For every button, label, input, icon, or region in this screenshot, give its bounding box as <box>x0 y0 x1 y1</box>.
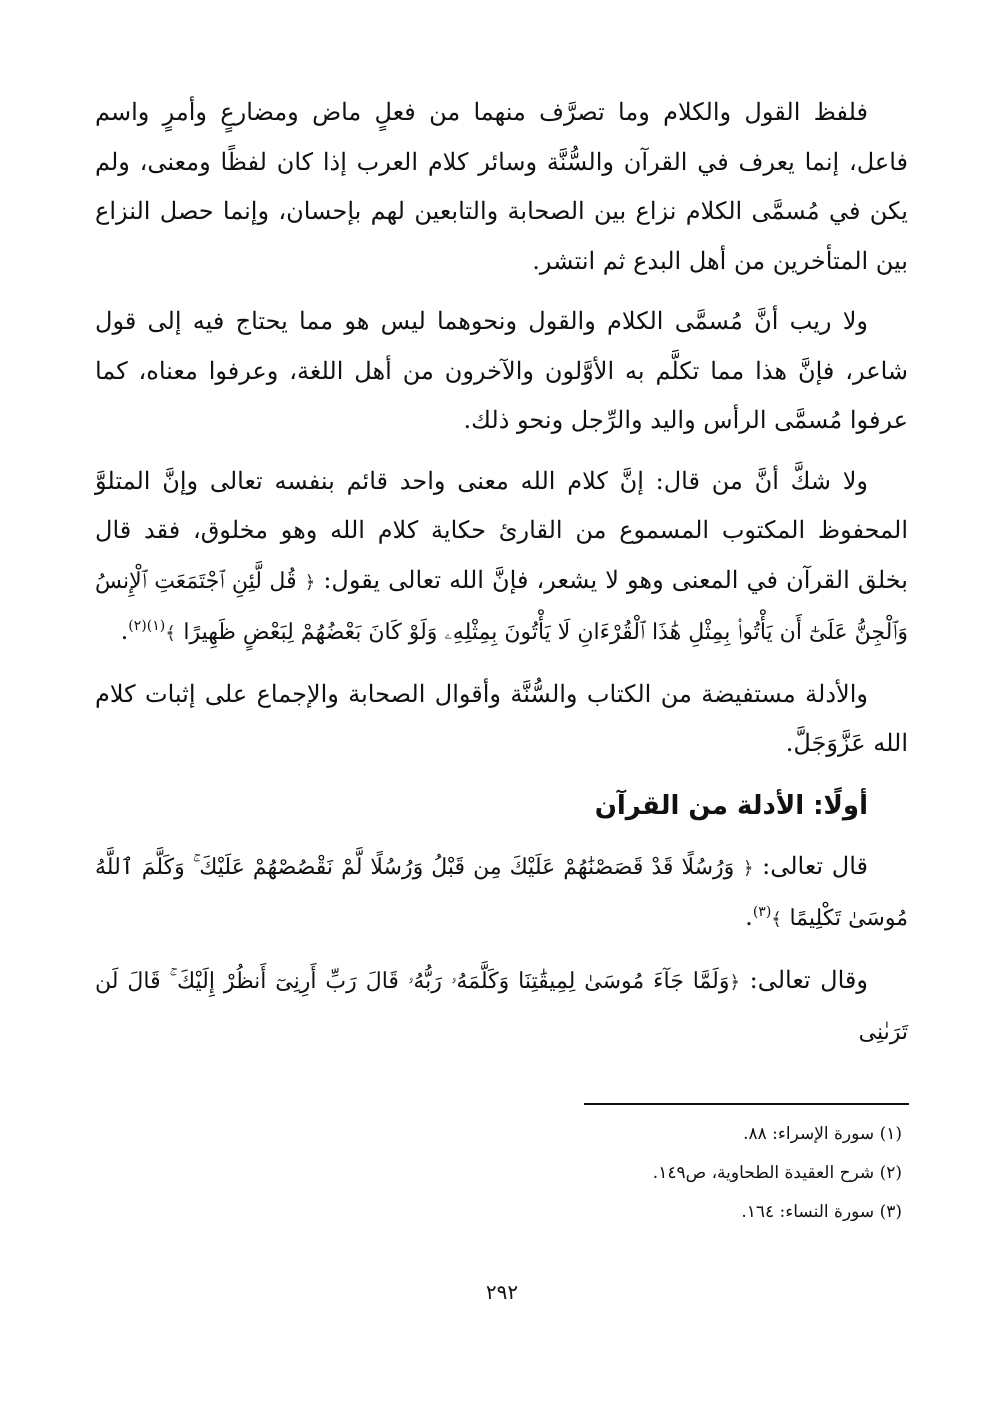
footnote-ref-3: (٣) <box>752 904 772 920</box>
footnote-2: (٢) شرح العقيدة الطحاوية، ص١٤٩. <box>652 1163 902 1183</box>
verse-close-bracket: ﴾ <box>771 909 782 930</box>
paragraph-5-intro: قال تعالى: <box>762 851 868 880</box>
paragraph-6 <box>95 956 908 1058</box>
quran-verse-araf: وَلَمَّا جَآءَ مُوسَىٰ لِمِيقَٰتِنَا وَكَلَّمَهُۥ رَبُّهُۥ قَالَ رَبِّ أَرِنِىٓ أَنظُرْ إِلَيْكَ ۚ قَالَ لَن تَرَىٰنِى <box>95 968 908 1045</box>
paragraph-1-text: فلفظ القول والكلام وما تصرَّف منهما من فعلٍ ماض ومضارعٍ وأمرٍ واسم فاعل، إنما يعرف في القرآن والسُّنَّة وسائر كلام العرب إذا كان لفظًا ومعنى، ولم يكن في مُسمَّى الكلام نزاع بين الصحابة والتابعين لهم بإحسان، وإنما حصل النزاع بين المتأخرين من أهل البدع ثم انتشر. <box>95 98 908 275</box>
verse-open-bracket: ﴿ <box>304 571 316 593</box>
paragraph-3-text: ولا شكَّ أنَّ من قال: إنَّ كلام الله معنى واحد قائم بنفسه تعالى وإنَّ المتلوَّ المحفوظ المكتوب المسموع من القارئ حكاية كلام الله وهو مخلوق، فقد قال بخلق القرآن في المعنى وهو لا يشعر، فإنَّ الله تعالى يقول: <box>95 466 908 594</box>
quran-verse-isra: قُل لَّئِنِ ٱجْتَمَعَتِ ٱلْإِنسُ وَٱلْجِنُّ عَلَىٰٓ أَن يَأْتُوا۟ بِمِثْلِ هَٰذَا ٱلْقُرْءَانِ لَا يَأْتُونَ بِمِثْلِهِۦ وَلَوْ كَانَ بَعْضُهُمْ لِبَعْضٍ ظَهِيرًا <box>95 568 908 645</box>
paragraph-4: والأدلة مستفيضة من الكتاب والسُّنَّة وأقوال الصحابة والإجماع على إثبات كلام الله عَزَّوَجَلَّ. <box>95 679 908 757</box>
footnote-ref-1-2: (١)(٢) <box>128 618 166 634</box>
paragraph-2-text: ولا ريب أنَّ مُسمَّى الكلام والقول ونحوهما ليس هو مما يحتاج فيه إلى قول شاعر، فإنَّ هذا مما تكلَّم به الأوَّلون والآخرون من أهل اللغة، وعرفوا معناه، كما عرفوا مُسمَّى الرأس واليد والرِّجل ونحو ذلك. <box>95 307 908 434</box>
footnote-divider <box>584 1103 909 1105</box>
paragraph-3: ولا شكَّ أنَّ من قال: إنَّ كلام الله معنى واحد قائم بنفسه تعالى وإنَّ المتلوَّ المحفوظ المكتوب المسموع من القارئ حكاية كلام الله وهو مخلوق، فقد قال بخلق القرآن في المعنى وهو لا يشعر، فإنَّ الله تعالى يقول: ﴿ قُل لَّئِنِ ٱجْتَمَعَتِ ٱلْإِنسُ وَٱلْجِنُّ عَلَىٰٓ أَن يَأْتُوا۟ بِمِثْلِ هَٰذَا ٱلْقُرْءَانِ لَا يَأْتُونَ بِمِثْلِهِۦ وَلَوْ كَانَ بَعْضُهُمْ لِبَعْضٍ ظَهِيرًا ﴾$^{(١)(٢)}$. <box>95 466 908 645</box>
honorific: عَزَّوَجَلَّ <box>793 729 866 757</box>
footnote-1: (١) سورة الإسراء: ٨٨. <box>743 1124 902 1144</box>
verse-open-bracket: ﴿ <box>742 857 754 879</box>
section-heading: أولًا: الأدلة من القرآن <box>594 790 868 821</box>
paragraph-5: قال تعالى: ﴿ وَرُسُلًا قَدْ قَصَصْنَٰهُمْ عَلَيْكَ مِن قَبْلُ وَرُسُلًا لَّمْ نَقْصُصْهُمْ عَلَيْكَ ۚ وَكَلَّمَ ٱللَّهُ مُوسَىٰ تَكْلِيمًا ﴾$^{(٣)}$. <box>95 851 908 931</box>
paragraph-2 <box>95 297 908 446</box>
page-number: ٢٩٢ <box>485 1280 519 1304</box>
footnotes <box>95 1122 908 1239</box>
footnote-3: (٣) سورة النساء: ١٦٤. <box>741 1202 902 1222</box>
main-text <box>95 88 908 1069</box>
verse-close-bracket: ﴾ <box>165 623 176 644</box>
paragraph-1 <box>95 88 908 286</box>
verse-open-bracket: ﴿ <box>729 971 741 993</box>
paragraph-6-intro: وقال تعالى: <box>749 965 868 994</box>
quran-verse-nisa: وَرُسُلًا قَدْ قَصَصْنَٰهُمْ عَلَيْكَ مِن قَبْلُ وَرُسُلًا لَّمْ نَقْصُصْهُمْ عَلَيْكَ ۚ وَكَلَّمَ ٱللَّهُ مُوسَىٰ تَكْلِيمًا <box>95 854 908 931</box>
paragraph-4-text: والأدلة مستفيضة من الكتاب والسُّنَّة وأقوال الصحابة والإجماع على إثبات كلام الله <box>95 679 908 757</box>
